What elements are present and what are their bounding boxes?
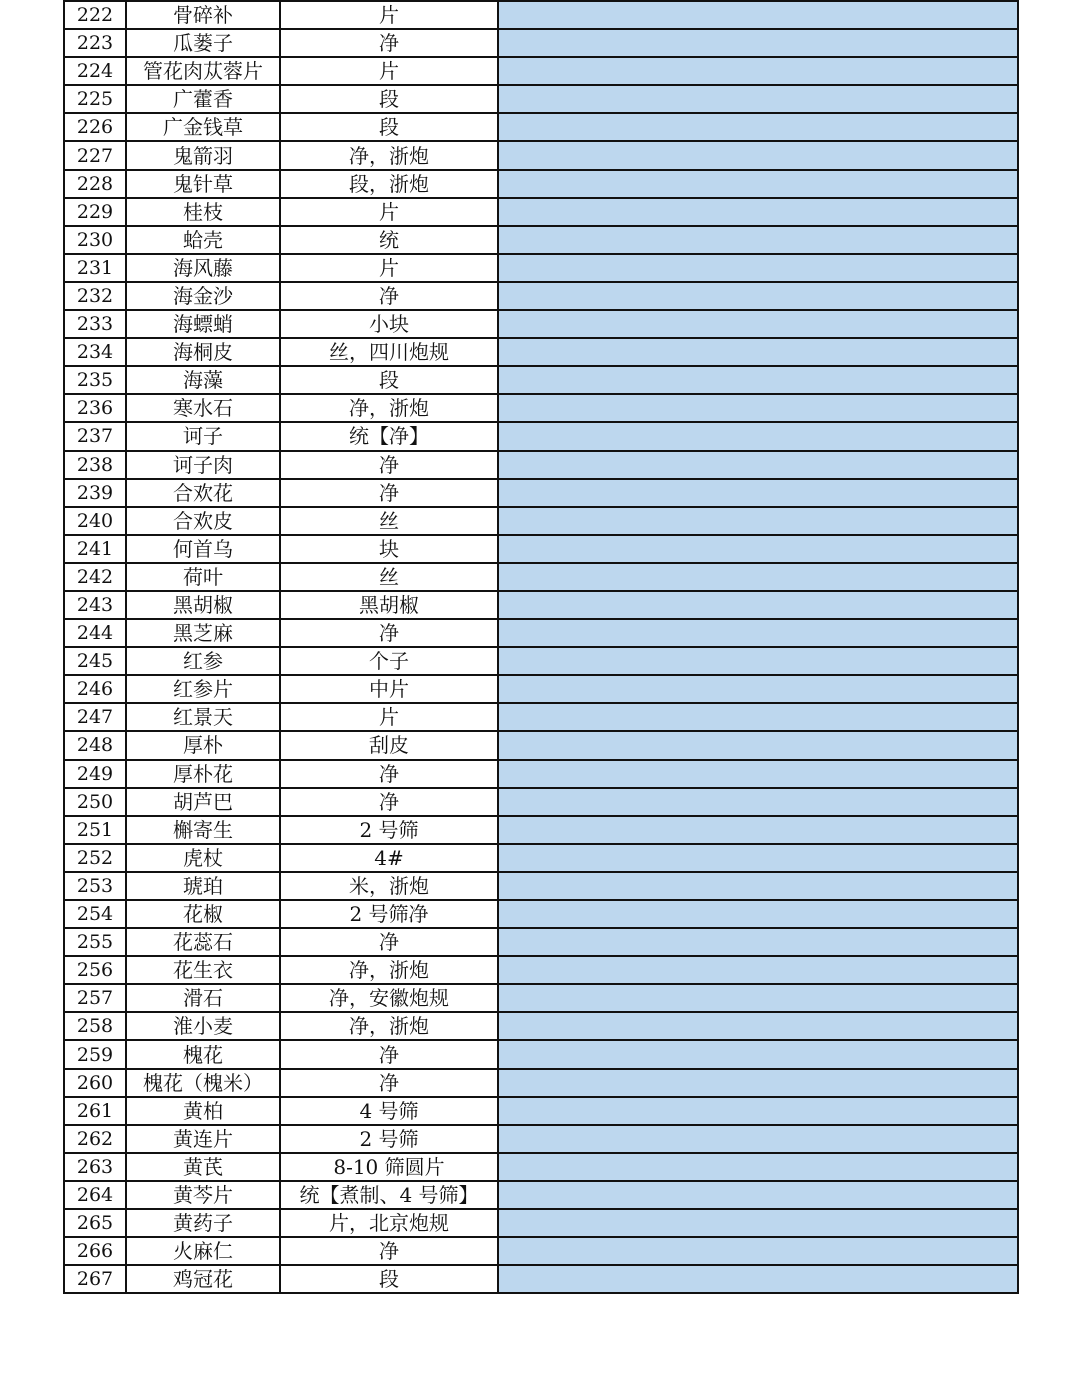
table-row — [64, 1125, 1018, 1153]
blank-entry-cell — [498, 29, 1018, 57]
blank-entry-cell — [498, 816, 1018, 844]
herb-name-cell: 槐花 — [126, 1040, 280, 1068]
spec-cell: 8-10 筛圆片 — [280, 1153, 498, 1181]
table-row — [64, 788, 1018, 816]
spec-cell: 净，浙炮 — [280, 1012, 498, 1040]
table-row — [64, 29, 1018, 57]
row-number-cell: 250 — [64, 788, 126, 816]
table-row — [64, 619, 1018, 647]
herb-name-cell: 厚朴花 — [126, 760, 280, 788]
herb-name-cell: 骨碎补 — [126, 1, 280, 29]
table-row — [64, 254, 1018, 282]
table-row — [64, 1097, 1018, 1125]
table-body — [64, 1, 1018, 1293]
spec-cell: 净 — [280, 1040, 498, 1068]
blank-entry-cell — [498, 928, 1018, 956]
spec-cell: 片 — [280, 254, 498, 282]
herb-name-cell: 海藻 — [126, 366, 280, 394]
herb-name-cell: 海金沙 — [126, 282, 280, 310]
spec-cell: 净，浙炮 — [280, 394, 498, 422]
row-number-cell: 223 — [64, 29, 126, 57]
table-row — [64, 141, 1018, 169]
herb-name-cell: 桂枝 — [126, 198, 280, 226]
spec-cell: 净 — [280, 1069, 498, 1097]
blank-entry-cell — [498, 1, 1018, 29]
table-row — [64, 1153, 1018, 1181]
row-number-cell: 241 — [64, 535, 126, 563]
table-row — [64, 282, 1018, 310]
table-row — [64, 900, 1018, 928]
spec-cell: 丝，四川炮规 — [280, 338, 498, 366]
table-row — [64, 226, 1018, 254]
row-number-cell: 240 — [64, 507, 126, 535]
herb-name-cell: 黄柏 — [126, 1097, 280, 1125]
row-number-cell: 237 — [64, 422, 126, 450]
herb-name-cell: 鸡冠花 — [126, 1265, 280, 1293]
table-row — [64, 731, 1018, 759]
row-number-cell: 235 — [64, 366, 126, 394]
row-number-cell: 236 — [64, 394, 126, 422]
spec-cell: 刮皮 — [280, 731, 498, 759]
blank-entry-cell — [498, 198, 1018, 226]
herb-name-cell: 红参 — [126, 647, 280, 675]
table-row — [64, 338, 1018, 366]
spec-cell: 块 — [280, 535, 498, 563]
herb-name-cell: 鬼箭羽 — [126, 141, 280, 169]
row-number-cell: 225 — [64, 85, 126, 113]
herb-name-cell: 合欢皮 — [126, 507, 280, 535]
table-row — [64, 1040, 1018, 1068]
spec-cell: 4 号筛 — [280, 1097, 498, 1125]
table-row — [64, 170, 1018, 198]
table-row — [64, 591, 1018, 619]
row-number-cell: 251 — [64, 816, 126, 844]
blank-entry-cell — [498, 1153, 1018, 1181]
herb-name-cell: 管花肉苁蓉片 — [126, 57, 280, 85]
blank-entry-cell — [498, 1012, 1018, 1040]
row-number-cell: 261 — [64, 1097, 126, 1125]
spec-cell: 段 — [280, 366, 498, 394]
row-number-cell: 229 — [64, 198, 126, 226]
row-number-cell: 258 — [64, 1012, 126, 1040]
blank-entry-cell — [498, 984, 1018, 1012]
spec-cell: 净，安徽炮规 — [280, 984, 498, 1012]
herb-name-cell: 黄芪 — [126, 1153, 280, 1181]
spec-cell: 统 — [280, 226, 498, 254]
spec-cell: 段 — [280, 1265, 498, 1293]
blank-entry-cell — [498, 310, 1018, 338]
herb-spec-table-sheet — [63, 0, 1017, 1389]
herb-spec-table — [63, 0, 1019, 1294]
row-number-cell: 248 — [64, 731, 126, 759]
herb-name-cell: 红参片 — [126, 675, 280, 703]
table-row — [64, 872, 1018, 900]
table-row — [64, 956, 1018, 984]
blank-entry-cell — [498, 170, 1018, 198]
herb-name-cell: 何首乌 — [126, 535, 280, 563]
row-number-cell: 257 — [64, 984, 126, 1012]
spec-cell: 段，浙炮 — [280, 170, 498, 198]
blank-entry-cell — [498, 647, 1018, 675]
blank-entry-cell — [498, 872, 1018, 900]
spec-cell: 净 — [280, 619, 498, 647]
table-row — [64, 1209, 1018, 1237]
spec-cell: 片 — [280, 57, 498, 85]
blank-entry-cell — [498, 619, 1018, 647]
spec-cell: 丝 — [280, 507, 498, 535]
table-row — [64, 563, 1018, 591]
spec-cell: 小块 — [280, 310, 498, 338]
spec-cell: 个子 — [280, 647, 498, 675]
blank-entry-cell — [498, 900, 1018, 928]
blank-entry-cell — [498, 57, 1018, 85]
spec-cell: 净 — [280, 1237, 498, 1265]
blank-entry-cell — [498, 844, 1018, 872]
blank-entry-cell — [498, 535, 1018, 563]
blank-entry-cell — [498, 731, 1018, 759]
herb-name-cell: 槐花（槐米） — [126, 1069, 280, 1097]
spec-cell: 4# — [280, 844, 498, 872]
table-row — [64, 760, 1018, 788]
blank-entry-cell — [498, 507, 1018, 535]
table-row — [64, 394, 1018, 422]
spec-cell: 统【净】 — [280, 422, 498, 450]
table-row — [64, 85, 1018, 113]
spec-cell: 2 号筛 — [280, 816, 498, 844]
table-row — [64, 928, 1018, 956]
row-number-cell: 242 — [64, 563, 126, 591]
herb-name-cell: 海桐皮 — [126, 338, 280, 366]
row-number-cell: 264 — [64, 1181, 126, 1209]
table-row — [64, 984, 1018, 1012]
blank-entry-cell — [498, 1097, 1018, 1125]
herb-name-cell: 瓜蒌子 — [126, 29, 280, 57]
row-number-cell: 238 — [64, 451, 126, 479]
spec-cell: 净 — [280, 760, 498, 788]
blank-entry-cell — [498, 1209, 1018, 1237]
spec-cell: 中片 — [280, 675, 498, 703]
spec-cell: 片，北京炮规 — [280, 1209, 498, 1237]
blank-entry-cell — [498, 1040, 1018, 1068]
row-number-cell: 247 — [64, 703, 126, 731]
table-row — [64, 1, 1018, 29]
row-number-cell: 239 — [64, 479, 126, 507]
row-number-cell: 249 — [64, 760, 126, 788]
table-row — [64, 479, 1018, 507]
spec-cell: 2 号筛净 — [280, 900, 498, 928]
table-row — [64, 366, 1018, 394]
row-number-cell: 262 — [64, 1125, 126, 1153]
blank-entry-cell — [498, 675, 1018, 703]
blank-entry-cell — [498, 338, 1018, 366]
blank-entry-cell — [498, 141, 1018, 169]
spec-cell: 米，浙炮 — [280, 872, 498, 900]
herb-name-cell: 黄药子 — [126, 1209, 280, 1237]
row-number-cell: 232 — [64, 282, 126, 310]
herb-name-cell: 厚朴 — [126, 731, 280, 759]
blank-entry-cell — [498, 366, 1018, 394]
row-number-cell: 256 — [64, 956, 126, 984]
blank-entry-cell — [498, 394, 1018, 422]
spec-cell: 段 — [280, 113, 498, 141]
blank-entry-cell — [498, 113, 1018, 141]
table-row — [64, 675, 1018, 703]
herb-name-cell: 胡芦巴 — [126, 788, 280, 816]
herb-name-cell: 荷叶 — [126, 563, 280, 591]
blank-entry-cell — [498, 788, 1018, 816]
row-number-cell: 254 — [64, 900, 126, 928]
herb-name-cell: 寒水石 — [126, 394, 280, 422]
herb-name-cell: 火麻仁 — [126, 1237, 280, 1265]
herb-name-cell: 诃子肉 — [126, 451, 280, 479]
row-number-cell: 227 — [64, 141, 126, 169]
herb-name-cell: 广金钱草 — [126, 113, 280, 141]
spec-cell: 净 — [280, 788, 498, 816]
blank-entry-cell — [498, 1125, 1018, 1153]
spec-cell: 净 — [280, 282, 498, 310]
table-row — [64, 703, 1018, 731]
row-number-cell: 267 — [64, 1265, 126, 1293]
blank-entry-cell — [498, 760, 1018, 788]
spec-cell: 片 — [280, 198, 498, 226]
row-number-cell: 263 — [64, 1153, 126, 1181]
table-row — [64, 1069, 1018, 1097]
row-number-cell: 222 — [64, 1, 126, 29]
row-number-cell: 260 — [64, 1069, 126, 1097]
herb-name-cell: 海风藤 — [126, 254, 280, 282]
spec-cell: 片 — [280, 1, 498, 29]
spec-cell: 净 — [280, 479, 498, 507]
blank-entry-cell — [498, 226, 1018, 254]
spec-cell: 2 号筛 — [280, 1125, 498, 1153]
blank-entry-cell — [498, 1181, 1018, 1209]
herb-name-cell: 淮小麦 — [126, 1012, 280, 1040]
table-row — [64, 451, 1018, 479]
herb-name-cell: 琥珀 — [126, 872, 280, 900]
blank-entry-cell — [498, 1237, 1018, 1265]
herb-name-cell: 广藿香 — [126, 85, 280, 113]
row-number-cell: 246 — [64, 675, 126, 703]
table-row — [64, 57, 1018, 85]
blank-entry-cell — [498, 451, 1018, 479]
spec-cell: 黑胡椒 — [280, 591, 498, 619]
blank-entry-cell — [498, 254, 1018, 282]
table-row — [64, 310, 1018, 338]
spec-cell: 片 — [280, 703, 498, 731]
table-row — [64, 647, 1018, 675]
herb-name-cell: 黄连片 — [126, 1125, 280, 1153]
row-number-cell: 231 — [64, 254, 126, 282]
table-row — [64, 198, 1018, 226]
row-number-cell: 253 — [64, 872, 126, 900]
spec-cell: 净 — [280, 451, 498, 479]
row-number-cell: 234 — [64, 338, 126, 366]
blank-entry-cell — [498, 85, 1018, 113]
spec-cell: 丝 — [280, 563, 498, 591]
herb-name-cell: 花椒 — [126, 900, 280, 928]
herb-name-cell: 槲寄生 — [126, 816, 280, 844]
table-row — [64, 1012, 1018, 1040]
spec-cell: 段 — [280, 85, 498, 113]
herb-name-cell: 蛤壳 — [126, 226, 280, 254]
blank-entry-cell — [498, 1265, 1018, 1293]
row-number-cell: 255 — [64, 928, 126, 956]
row-number-cell: 224 — [64, 57, 126, 85]
table-row — [64, 844, 1018, 872]
herb-name-cell: 黑芝麻 — [126, 619, 280, 647]
blank-entry-cell — [498, 956, 1018, 984]
table-row — [64, 507, 1018, 535]
row-number-cell: 266 — [64, 1237, 126, 1265]
row-number-cell: 226 — [64, 113, 126, 141]
spec-cell: 净 — [280, 928, 498, 956]
blank-entry-cell — [498, 479, 1018, 507]
herb-name-cell: 合欢花 — [126, 479, 280, 507]
blank-entry-cell — [498, 591, 1018, 619]
row-number-cell: 243 — [64, 591, 126, 619]
row-number-cell: 230 — [64, 226, 126, 254]
spec-cell: 净，浙炮 — [280, 956, 498, 984]
herb-name-cell: 黄芩片 — [126, 1181, 280, 1209]
table-row — [64, 422, 1018, 450]
row-number-cell: 244 — [64, 619, 126, 647]
herb-name-cell: 黑胡椒 — [126, 591, 280, 619]
table-row — [64, 1237, 1018, 1265]
blank-entry-cell — [498, 1069, 1018, 1097]
herb-name-cell: 滑石 — [126, 984, 280, 1012]
blank-entry-cell — [498, 282, 1018, 310]
table-row — [64, 1181, 1018, 1209]
table-row — [64, 535, 1018, 563]
herb-name-cell: 鬼针草 — [126, 170, 280, 198]
herb-name-cell: 花生衣 — [126, 956, 280, 984]
herb-name-cell: 红景天 — [126, 703, 280, 731]
herb-name-cell: 虎杖 — [126, 844, 280, 872]
table-row — [64, 816, 1018, 844]
row-number-cell: 259 — [64, 1040, 126, 1068]
row-number-cell: 265 — [64, 1209, 126, 1237]
row-number-cell: 233 — [64, 310, 126, 338]
herb-name-cell: 花蕊石 — [126, 928, 280, 956]
blank-entry-cell — [498, 703, 1018, 731]
spec-cell: 净，浙炮 — [280, 141, 498, 169]
table-row — [64, 1265, 1018, 1293]
blank-entry-cell — [498, 563, 1018, 591]
row-number-cell: 245 — [64, 647, 126, 675]
herb-name-cell: 海螵蛸 — [126, 310, 280, 338]
herb-name-cell: 诃子 — [126, 422, 280, 450]
row-number-cell: 252 — [64, 844, 126, 872]
spec-cell: 净 — [280, 29, 498, 57]
blank-entry-cell — [498, 422, 1018, 450]
table-row — [64, 113, 1018, 141]
row-number-cell: 228 — [64, 170, 126, 198]
spec-cell: 统【煮制、4 号筛】 — [280, 1181, 498, 1209]
